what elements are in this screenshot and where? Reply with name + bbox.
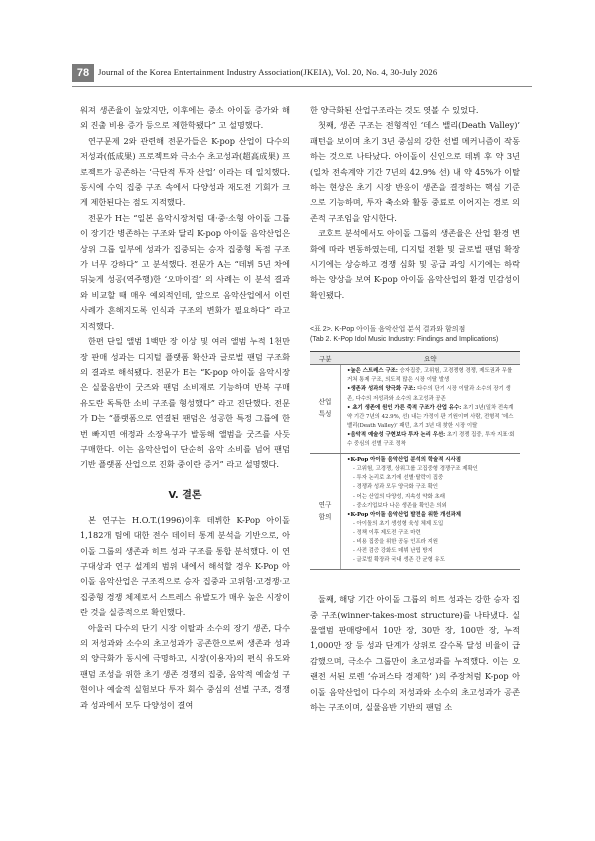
paragraph: 아울러 다수의 단기 시장 이탈과 소수의 장기 생존, 다수의 저성과와 소수의 초고성과가 공존한으로써 생존과 성과의 양극화가 동시에 극명하고, 시장(이용자)의 편식 유도와 팬덤 조성을 위한 초기 생존 경쟁의 집중, 음악적 예술성 구현이나 예술적 실험보다 투자 회수 중심의 선별 구조, 경쟁과 성과에서 모두 다양성이 결여 — [80, 622, 290, 710]
table-list-item — [347, 493, 516, 502]
table-category-cell: 산업 특성 — [310, 365, 341, 454]
table-item-heading: •생존과 성과의 양극화 구조: — [347, 386, 416, 393]
table-item-text: 승자집중, 고위험, 고경쟁형 경쟁, 제도권과 무를 거쳐 통제 구조, 의도적 많은 시장 이탈 발생 — [347, 368, 513, 384]
table-item-text: - 정책 이후 제도전 구조 마련 — [353, 529, 421, 536]
paragraph: 워져 생존율이 높았지만, 이후에는 중소 아이돌 증가와 해외 진출 비용 증가 등으로 제한학됐다” 고 설명했다. — [80, 105, 290, 131]
table-item-text: - 어는 산업의 다양성, 지속성 약화 초래 — [353, 493, 445, 500]
table-item-heading: •K-Pop 아이돌 음악산업 분석의 학술적 시사점 — [347, 457, 461, 464]
table-caption: <표 2>. K-Pop 아이돌 음악산업 분석 결과와 함의점 — [310, 326, 466, 334]
running-header — [72, 64, 532, 82]
table-item-text: - 고위험, 고경쟁, 상위그룹 고집중형 경쟁구조 제확인 — [353, 466, 478, 473]
page-number: 78 — [72, 64, 94, 82]
table-list-item — [347, 385, 516, 403]
table-caption-english: (Tab 2. K-Pop Idol Music Industry: Findings and Implications) — [310, 336, 499, 344]
table-item-heading: •K-Pop 아이돌 음악산업 발전을 위한 개선과제 — [347, 511, 461, 518]
table-item-text: - 투자 논리로 초기에 선별·탈락이 집중 — [353, 475, 444, 482]
table-summary-cell — [341, 365, 521, 454]
table-category-cell: 연구 함의 — [310, 454, 341, 570]
table-item-text: - 비용 집중을 위한 공동 인프라 지원 — [353, 538, 439, 545]
table-item-heading: •음악적 예술성 구현보다 투자 논리 우선: — [347, 431, 446, 438]
table-header-category: 구분 — [310, 352, 341, 365]
table-list-item — [347, 431, 516, 449]
table-list-item — [347, 511, 516, 520]
table-row — [310, 365, 520, 454]
paragraph: 한편 단일 앨범 1백만 장 이상 및 여러 앨범 누적 1천만 장 판매 성과는 디지털 플랫폼 확산과 글로벌 팬덤 구조화의 결과로 해석됐다. 전문가 E는 “K-pop 아이돌 음악시장은 실물음반이 굿즈와 팬덤 소비재로 기능하며 반복 구매 유도란 독특한 소비 구조를 형성했다” 라고 진단했다. 전문가 D는 “플랫폼으로 연결된 팬덤은 성공한 특정 그룹에 한 번 빠지면 애정과 소장욕구가 발동해 앨범을 굿즈를 사듯 구매한다. 이는 음악산업이 단순히 음악 소비를 넘어 팬덤 기반 플랫폼 산업으로 진화 중이란 증거” 라고 설명했다. — [80, 336, 290, 470]
paragraph: 한 양극화된 산업구조라는 것도 엿볼 수 있었다. — [310, 105, 479, 115]
table-list-item — [347, 556, 516, 565]
table-list-item — [347, 547, 516, 556]
table-list-item — [347, 465, 516, 474]
table-list-item — [347, 404, 516, 431]
table-item-text: - 경쟁과 성과 모두 양극화 구조 확인 — [353, 484, 439, 491]
table-item-text: 다수의 단기 시장 이탈과 소수의 장기 생존, 다수의 저성과와 소수의 초고성과 공존 — [347, 386, 511, 402]
section-heading: V. 결론 — [168, 489, 202, 501]
paragraph: 연구문제 2와 관련해 전문가들은 K-pop 산업이 다수의 저성과(低成果) 프로젝트와 극소수 초고성과(超高成果) 프로젝트가 공존하는 ‘극단적 투자 산업’ 이라는 데 일치했다. 동시에 수익 집중 구조 속에서 다양성과 재도전 기회가 크게 제한된다는 점도 지적했다. — [80, 135, 290, 208]
table-item-heading: •높은 스트레스 구조: — [347, 368, 398, 375]
header-rule — [72, 86, 532, 87]
table-list-item — [347, 538, 516, 547]
right-column — [310, 103, 520, 716]
table-item-text: - 사전 검증 강화도 데뷔 난립 방지 — [353, 548, 433, 555]
table-item-text: 초기 경쟁 집중, 투자 지표·회수 중심의 선별 구조 정착 — [347, 431, 515, 448]
left-column — [80, 103, 290, 713]
journal-title: Journal of the Korea Entertainment Industry Association(JKEIA), Vol. 20, No. 4, 30-July 2026 — [98, 67, 438, 77]
paragraph: 코호트 분석에서도 아이돌 그룹의 생존율은 산업 환경 변화에 따라 변동하였는데, 디지털 전환 및 글로벌 팬덤 확장 시기에는 상승하고 경쟁 심화 및 공급 과잉 시기에는 하락하는 양상을 보여 K-pop 아이돌 음악산업의 환경 민감성이 확인됐다. — [310, 228, 520, 300]
table-list-item — [347, 502, 516, 511]
table-item-text: - 아이돌의 초기 생성형 육성 체제 도입 — [353, 520, 444, 527]
paragraph: 첫째, 생존 구조는 전형적인 ‘데스 밸리(Death Valley)’ 패턴을 보이며 초기 3년 중심의 강한 선별 메커니즘이 작동하는 것으로 나타났다. 아이돌이 신인으로 데뷔 후 약 3년(일차 전속계약 기간 7년의 42.9% 선) 내 약 45%가 이탈하는 현상은 초기 시장 반응이 생존을 결정하는 핵심 기준으로 기능하며, 투자 축소와 활동 중료로 이어지는 경로 의존적 구조임을 암시한다. — [310, 120, 520, 223]
table-list-item — [347, 474, 516, 483]
table-row — [310, 454, 520, 570]
table-list-item — [347, 483, 516, 492]
findings-table — [310, 351, 520, 570]
table-list-item — [347, 367, 516, 385]
table-item-text: - 글로벌 확장과 국내 생존 간 균형 유도 — [353, 557, 445, 564]
table-header-summary: 요약 — [341, 352, 521, 365]
paragraph: 본 연구는 H.O.T.(1996)이후 데뷔한 K-Pop 아이돌 1,182개 팀에 대한 전수 데이터 통계 분석을 기반으로, 아이돌 그룹의 생존과 히트 성과 구조를 통합 분석했다. 이 연구대상과 연구 설계의 범위 내에서 해석할 경우 K-Pop 아이돌 음악산업은 구조적으로 승자 집중과 고위험·고경쟁·고집중형 경쟁 체제로서 스트레스 유발도가 매우 높은 시장이란 것을 실증적으로 확인했다. — [80, 514, 290, 618]
table-item-text: 초기 3년(일차 전속계약 기간 7년의 42.9%, 선) 내는 가정이 판 기원이며 사람, 전형적 ‘데스 밸리(Death Valley)’ 패턴, 초기 3년 대 찾한 시장 이탈 — [347, 404, 514, 429]
table-item-heading: • 초기 생존에 원인 가른 죽적 구조가 산업 유수: — [347, 404, 462, 411]
paragraph: 전문가 H는 “일본 음악시장처럼 대·중·소형 아이돌 그룹이 장기간 병존하는 구조와 달리 K-pop 아이돌 음악산업은 상위 그룹 일부에 성과가 집중되는 승자 집중형 독점 구조가 너무 강하다” 고 분석했다. 전문가 A는 “데뷔 5년 차에 뒤늦게 성공(역주행)한 ‘오마이걸’ 의 사례는 이 분석 결과와 비교할 때 매우 예외적인데, 앞으로 음악산업에서 이런 사례가 흔해지도록 인식과 구조의 변화가 필요하다” 라고 지적했다. — [80, 212, 290, 331]
table-list-item — [347, 529, 516, 538]
table-list-item — [347, 456, 516, 465]
table-item-text: - 중소기업보다 나은 생존율 확인은 의외 — [353, 502, 447, 509]
table-summary-cell — [341, 454, 521, 570]
paragraph: 둘째, 해당 기간 아이돌 그룹의 히트 성과는 강한 승자 집중 구조(winner-takes-most structure)를 나타냈다. 실물앨범 판매량에서 10만 장, 30만 장, 100만 장, 누적 1,000만 장 등 성과 단계가 상위로 갈수록 달성 비율이 급감했으며, 극소수 그룹만이 초고성과를 누적했다. 이는 오랜전 서된 로렌 ‘슈퍼스타 경제학’ )의 주장처럼 K-pop 아이돌 음악산업이 다수의 저성과와 소수의 초고성과가 공존하는 구조이며, 실물음반 기반의 팬덤 소 — [310, 594, 520, 713]
table-list-item — [347, 520, 516, 529]
